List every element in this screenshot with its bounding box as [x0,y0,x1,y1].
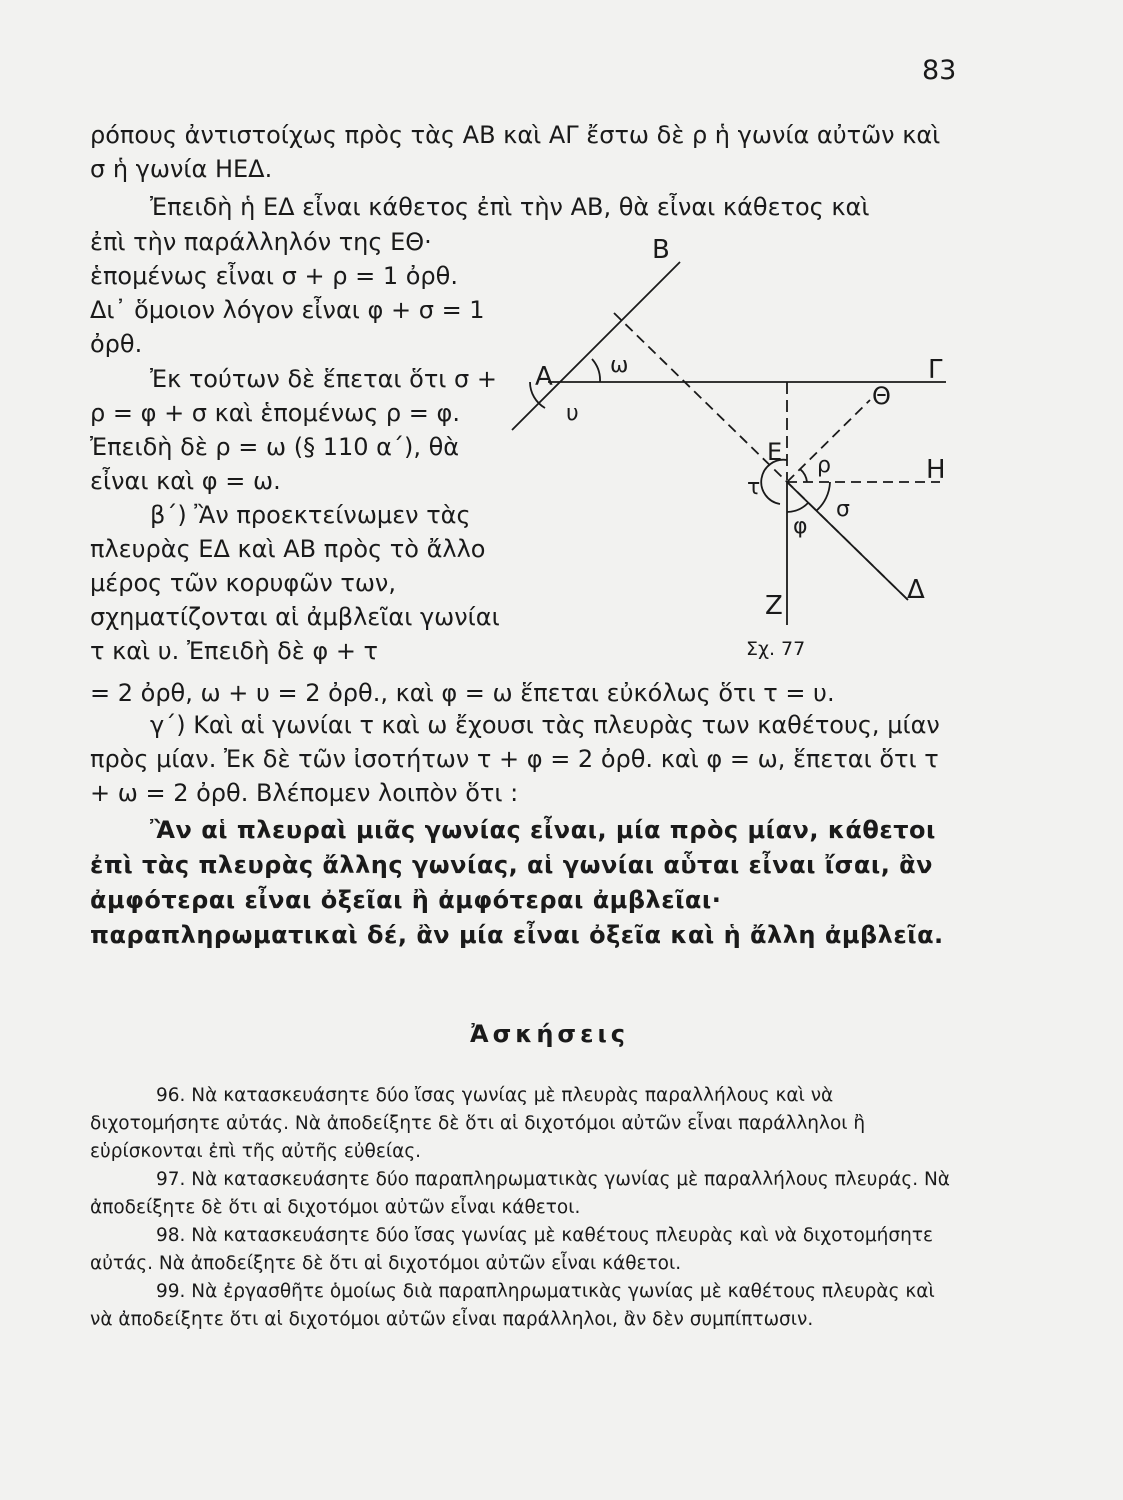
exercise-97: 97. Νὰ κατασκευάσητε δύο παραπληρωματικὰς γωνίας μὲ παραλλήλους πλευράς. Νὰ ἀποδείξητε δὲ ὅτι αἱ διχοτόμοι αὐτῶν εἶναι κάθετοι. [90,1169,950,1218]
theorem-statement: Ἂν αἱ πλευραὶ μιᾶς γωνίας εἶναι, μία πρὸς μίαν, κάθετοι ἐπὶ τὰς πλευρὰς ἄλλης γωνίας, αἱ γωνίαι αὗται εἶναι ἴσαι, ἂν ἀμφότεραι εἶναι ὀξεῖαι ἢ ἀμφότεραι ἀμβλεῖαι· παραπληρωματικαὶ δέ, ἂν μία εἶναι ὀξεῖα καὶ ἡ ἄλλη ἀμβλεῖα. [90,816,944,949]
label-rho: ρ [817,453,831,478]
label-H: Η [926,455,946,485]
page-number: 83 [922,55,957,86]
label-tau: τ [747,475,761,500]
label-G: Γ [928,355,943,385]
exercises-heading: Ἀσκήσεις [470,1020,630,1048]
label-D: Δ [907,575,925,605]
label-E: Ε [767,438,783,466]
angle-phi-arc [787,503,808,512]
angle-rho-arc [800,469,807,482]
line-AB [512,262,680,430]
angle-tau-arc [761,460,787,504]
paragraph-7: γ΄) Καὶ αἱ γωνίαι τ καὶ ω ἔχουσι τὰς πλευρὰς των καθέτους, μίαν πρὸς μίαν. Ἐκ δὲ τῶν ἰσοτήτων τ + φ = 2 ὀρθ. καὶ φ = ω, ἕπεται ὅτι τ + ω = 2 ὀρθ. Βλέπομεν λοιπὸν ὅτι : [90,711,940,807]
paragraph-5: β΄) Ἂν προεκτείνωμεν τὰς πλευρὰς ΕΔ καὶ ΑΒ πρὸς τὸ ἄλλο μέρος τῶν κορυφῶν των, σχηματίζονται αἱ ἀμβλεῖαι γωνίαι τ καὶ υ. Ἐπειδὴ δὲ φ + τ [90,501,500,665]
label-A: Α [535,362,553,392]
label-Th: Θ [872,382,891,410]
paragraph-2: Ἐπειδὴ ἡ ΕΔ εἶναι κάθετος ἐπὶ τὴν ΑΒ, θὰ εἶναι κάθετος καὶ [150,193,870,221]
label-B: Β [652,235,670,265]
paragraph-6: = 2 ὀρθ, ω + υ = 2 ὀρθ., καὶ φ = ω ἕπεται εὐκόλως ὅτι τ = υ. [90,679,835,707]
label-Z: Ζ [765,591,783,621]
exercise-96: 96. Νὰ κατασκευάσητε δύο ἴσας γωνίας μὲ πλευρὰς παραλλήλους καὶ νὰ διχοτομήσητε αὐτάς. Νὰ ἀποδείξητε δὲ ὅτι αἱ διχοτόμοι αὐτῶν εἶναι παράλληλοι ἢ εὑρίσκονται ἐπὶ τῆς αὐτῆς εὐθείας. [90,1085,866,1162]
label-omega: ω [610,353,629,378]
angle-sigma-arc [816,482,830,511]
paragraph-1: ρόπους ἀντιστοίχως πρὸς τὰς ΑΒ καὶ ΑΓ ἔστω δὲ ρ ἡ γωνία αὐτῶν καὶ σ ἡ γωνία ΗΕΔ. [90,121,941,183]
exercise-99: 99. Νὰ ἐργασθῆτε ὁμοίως διὰ παραπληρωματικὰς γωνίας μὲ καθέτους πλευρὰς καὶ νὰ ἀποδείξητε ὅτι αἱ διχοτόμοι αὐτῶν εἶναι παράλληλοι, ἂν δὲν συμπίπτωσιν. [90,1281,935,1330]
paragraph-3: ἐπὶ τὴν παράλληλόν της ΕΘ· ἑπομένως εἶναι σ + ρ = 1 ὀρθ. Δι᾽ ὅμοιον λόγον εἶναι φ + σ = 1 ὀρθ. [90,228,485,358]
exercise-98: 98. Νὰ κατασκευάσητε δύο ἴσας γωνίας μὲ καθέτους πλευρὰς καὶ νὰ διχοτομήσητε αὐτάς. Νὰ ἀποδείξητε δὲ ὅτι αἱ διχοτόμοι αὐτῶν εἶναι κάθετοι. [90,1225,933,1274]
figure-caption: Σχ. 77 [746,638,806,660]
paragraph-4: Ἐκ τούτων δὲ ἕπεται ὅτι σ + ρ = φ + σ καὶ ἑπομένως ρ = φ. Ἐπειδὴ δὲ ρ = ω (§ 110 α΄), θὰ εἶναι καὶ φ = ω. [90,365,497,495]
label-upsilon: υ [566,401,579,426]
angle-omega-arc [592,359,600,382]
label-phi: φ [793,514,808,539]
label-sigma: σ [836,497,850,522]
